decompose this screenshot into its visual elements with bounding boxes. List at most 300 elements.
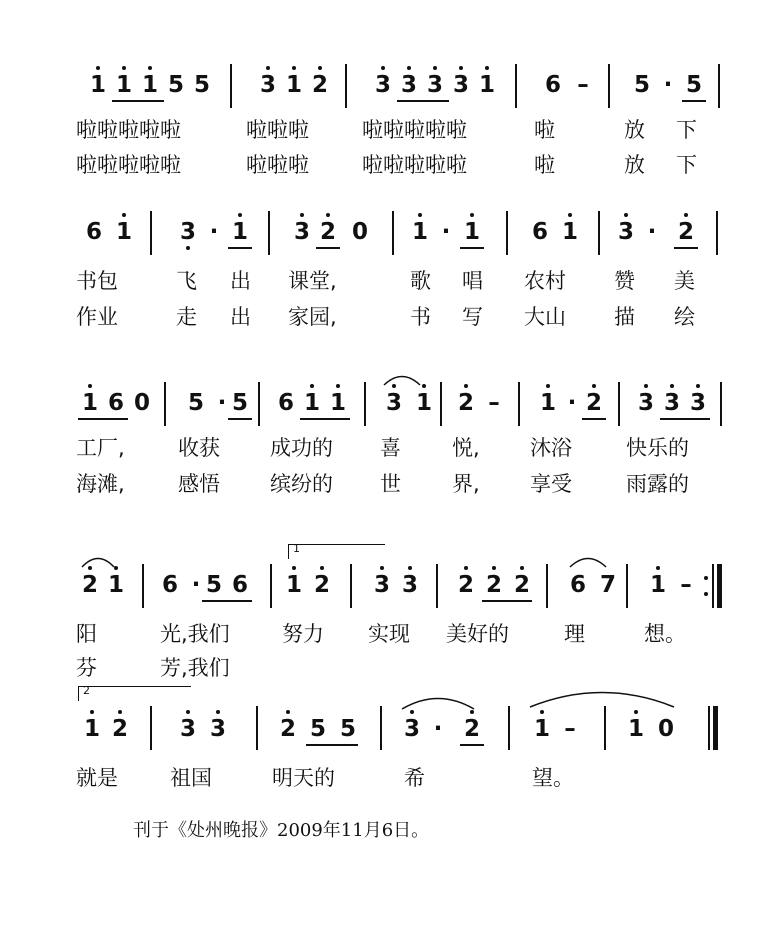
note-digit: 2 [463,716,480,742]
note-digit: 3 [293,219,310,245]
octave-dot-high [238,213,242,217]
note [372,574,392,597]
beam [674,247,698,249]
repeat-end-bar [717,564,722,608]
lyric: 放 [624,153,645,177]
lyric: 祖国 [170,766,212,790]
octave-dot-high [90,710,94,714]
note-digit: 2 [677,219,694,245]
lyric: 缤纷的 [270,472,333,496]
lyric: 界, [452,472,480,496]
publication-note: 刊于《处州晚报》2009年11月6日。 [133,820,430,841]
octave-dot-high [300,213,304,217]
octave-dot-high [320,566,324,570]
octave-dot-high [492,566,496,570]
note-digit: 2 [513,572,530,598]
lyric: 芳,我们 [160,656,230,680]
repeat-dot [704,576,708,580]
note [166,74,186,97]
lyric: 阳 [76,622,97,646]
note-digit: 1 [115,72,132,98]
note [543,74,563,97]
note [328,392,348,415]
note [292,221,312,244]
note-digit: 7 [599,572,616,598]
lyric: 赞 [614,269,635,293]
note [456,574,476,597]
lyric: 课堂, [288,269,337,293]
note [80,392,100,415]
octave-dot-high [624,213,628,217]
beam [228,418,252,420]
lyric: 飞 [176,269,197,293]
note [436,221,456,244]
lyric: 成功的 [270,436,333,460]
note [276,392,296,415]
octave-dot-high [568,213,572,217]
volta-label: 1 [293,542,300,555]
note-digit: 1 [478,72,495,98]
octave-dot-high [592,384,596,388]
note-digit: 2 [313,572,330,598]
barline [350,564,352,608]
note [106,574,126,597]
octave-dot-high [266,66,270,70]
lyric: 悦, [452,436,480,460]
beam [78,418,128,420]
octave-dot-high [670,384,674,388]
note-digit: 1 [81,390,98,416]
lyric: 啦啦啦 [246,153,309,177]
note-digit: 1 [89,72,106,98]
note [318,221,338,244]
lyric: 书 [410,305,431,329]
note [648,574,668,597]
octave-dot-high [186,710,190,714]
lyric: 书包 [76,269,118,293]
lyric: 芬 [76,656,97,680]
note-digit: 5 [685,72,702,98]
octave-dot-high [286,710,290,714]
octave-dot-high [459,66,463,70]
note-digit: 6 [231,572,248,598]
note [178,718,198,741]
note-digit: 1 [141,72,158,98]
note-digit: 3 [426,72,443,98]
note [658,74,678,97]
note-digit: 6 [85,219,102,245]
note-digit: 3 [452,72,469,98]
barline [515,64,517,108]
note-digit: 1 [285,72,302,98]
note [410,221,430,244]
note-digit: – [564,716,576,742]
note-digit: 6 [277,390,294,416]
lyric: 世 [380,472,401,496]
note-digit: 6 [531,219,548,245]
octave-dot-high [546,384,550,388]
note [532,718,552,741]
note-digit: – [577,72,589,98]
note [302,392,322,415]
octave-dot-high [656,566,660,570]
lyric: 走 [176,305,197,329]
barline [268,211,270,255]
note-digit: 2 [319,219,336,245]
note [402,718,422,741]
barline [716,211,718,255]
note-digit: 6 [161,572,178,598]
note [278,718,298,741]
barline [618,382,620,426]
note-digit: 2 [81,572,98,598]
lyric: 绘 [674,305,695,329]
lyric: 啦啦啦啦啦 [362,118,467,142]
note-digit: 2 [311,72,328,98]
note [662,392,682,415]
note-digit: 0 [133,390,150,416]
note-digit: 2 [585,390,602,416]
note-digit: · [663,72,673,98]
note [178,221,198,244]
lyric: 出 [230,305,251,329]
note [350,221,370,244]
note [160,574,180,597]
slur-arc [528,688,676,708]
octave-dot-high [470,710,474,714]
lyric: 明天的 [272,766,335,790]
note-digit: 3 [179,219,196,245]
note-digit: 1 [561,219,578,245]
octave-dot-high [292,566,296,570]
barline [256,706,258,750]
lyric: 雨露的 [626,472,689,496]
volta-label: 2 [83,684,90,697]
note-digit: 3 [400,72,417,98]
lyric: 海滩, [76,472,125,496]
note [688,392,708,415]
lyric: 想。 [644,622,686,646]
lyric: 望。 [532,766,574,790]
note-digit: 1 [329,390,346,416]
lyric: 啦啦啦啦啦 [362,153,467,177]
note-digit: 1 [649,572,666,598]
note-digit: 1 [411,219,428,245]
octave-dot-high [418,213,422,217]
lyric: 希 [404,766,425,790]
lyric: 享受 [530,472,572,496]
note [230,574,250,597]
note [560,718,580,741]
note-digit: · [647,219,657,245]
octave-dot-high [422,384,426,388]
lyric: 歌 [410,269,431,293]
note [106,392,126,415]
note-digit: 5 [187,390,204,416]
note [414,392,434,415]
note [538,392,558,415]
lyric: 光,我们 [160,622,230,646]
note-digit: 2 [279,716,296,742]
lyric: 农村 [524,269,566,293]
lyric: 喜 [380,436,401,460]
barline [506,211,508,255]
octave-dot-high [292,66,296,70]
tie-arc [80,554,116,568]
note-digit: 6 [544,72,561,98]
barline [270,564,272,608]
note-digit: 2 [111,716,128,742]
octave-dot-high [644,384,648,388]
note [462,718,482,741]
note [636,392,656,415]
barline [604,706,606,750]
note-digit: 5 [193,72,210,98]
octave-dot-high [318,66,322,70]
beam [682,100,706,102]
note [477,74,497,97]
note-digit: 3 [689,390,706,416]
note [192,74,212,97]
note-digit: 1 [415,390,432,416]
barline [708,706,710,750]
note [584,392,604,415]
beam [460,744,484,746]
octave-dot-high [96,66,100,70]
barline [720,382,722,426]
octave-dot-high [380,566,384,570]
barline [364,382,366,426]
note-digit: 6 [107,390,124,416]
beam [228,247,252,249]
note [186,392,206,415]
note [84,221,104,244]
barline [436,564,438,608]
beam [202,600,252,602]
note [208,718,228,741]
lyric: 收获 [178,436,220,460]
note [140,74,160,97]
lyric: 啦啦啦 [246,118,309,142]
note [384,392,404,415]
lyric: 就是 [76,766,118,790]
note-digit: 3 [617,219,634,245]
slur-arc [400,694,476,710]
note-digit: 3 [637,390,654,416]
lyric: 下 [676,118,697,142]
note-digit: – [680,572,692,598]
note-digit: 1 [231,219,248,245]
note [560,221,580,244]
note [399,74,419,97]
note-digit: 1 [107,572,124,598]
note [462,221,482,244]
note-digit: 3 [663,390,680,416]
note [573,74,593,97]
note [310,74,330,97]
note [204,574,224,597]
octave-dot-high [216,710,220,714]
octave-dot-high [122,213,126,217]
note [598,574,618,597]
octave-dot-high [470,213,474,217]
lyric: 家园, [288,305,337,329]
note [632,74,652,97]
note [676,221,696,244]
octave-dot-high [410,710,414,714]
octave-dot-high [540,710,544,714]
beam [306,744,358,746]
barline [380,706,382,750]
note [230,221,250,244]
note [312,574,332,597]
note-digit: 5 [309,716,326,742]
lyric: 努力 [282,622,324,646]
note-digit: 3 [259,72,276,98]
note [110,718,130,741]
note [373,74,393,97]
note-digit: – [488,390,500,416]
octave-dot-high [634,710,638,714]
note-digit: 5 [205,572,222,598]
lyric: 作业 [76,305,118,329]
barline [712,564,714,608]
lyric: 啦啦啦啦啦 [76,118,181,142]
barline [718,64,720,108]
note [456,392,476,415]
note [484,392,504,415]
note-digit: 2 [457,572,474,598]
note [656,718,676,741]
note [530,221,550,244]
note [132,392,152,415]
note-digit: · [209,219,219,245]
lyric: 下 [676,153,697,177]
beam [460,247,484,249]
note-digit: 3 [373,572,390,598]
note [88,74,108,97]
note [284,74,304,97]
note-digit: 1 [285,572,302,598]
note-digit: 0 [351,219,368,245]
note-digit: 1 [115,219,132,245]
lyric: 快乐的 [626,436,689,460]
lyric: 写 [462,305,483,329]
note [338,718,358,741]
note [616,221,636,244]
note [451,74,471,97]
octave-dot-high [407,66,411,70]
octave-dot-high [148,66,152,70]
note [230,392,250,415]
note [626,718,646,741]
octave-dot-high [118,710,122,714]
note [684,74,704,97]
beam [112,100,164,102]
note [80,574,100,597]
note [568,574,588,597]
lyric: 大山 [524,305,566,329]
note-digit: 5 [231,390,248,416]
barline [345,64,347,108]
barline [440,382,442,426]
octave-dot-high [88,384,92,388]
note-digit: 3 [179,716,196,742]
barline [150,706,152,750]
barline [508,706,510,750]
barline [392,211,394,255]
octave-dot-high [520,566,524,570]
octave-dot-high [408,566,412,570]
second-ending-bracket [78,686,191,701]
lyric: 感悟 [178,472,220,496]
note-digit: 5 [633,72,650,98]
note [114,221,134,244]
note-digit: 1 [627,716,644,742]
note [562,392,582,415]
barline [230,64,232,108]
note-digit: 1 [539,390,556,416]
barline [518,382,520,426]
octave-dot-high [310,384,314,388]
barline [608,64,610,108]
note [400,574,420,597]
tie-arc [382,372,422,386]
beam [482,600,532,602]
note [512,574,532,597]
note-digit: 5 [167,72,184,98]
note-digit: 3 [403,716,420,742]
beam [582,418,606,420]
lyric: 啦 [534,153,555,177]
octave-dot-high [464,384,468,388]
barline [142,564,144,608]
note-digit: 5 [339,716,356,742]
final-bar [713,706,718,750]
octave-dot-high [381,66,385,70]
note-digit: 3 [385,390,402,416]
note-digit: 0 [657,716,674,742]
lyric: 美 [674,269,695,293]
note [484,574,504,597]
lyric: 美好的 [446,622,509,646]
lyric: 实现 [368,622,410,646]
note-digit: 2 [457,390,474,416]
note-digit: 1 [463,219,480,245]
note-digit: · [217,390,227,416]
note-digit: 2 [485,572,502,598]
note [258,74,278,97]
lyric: 啦啦啦啦啦 [76,153,181,177]
beam [660,418,710,420]
barline [626,564,628,608]
note [425,74,445,97]
octave-dot-low [186,246,190,250]
octave-dot-high [485,66,489,70]
tie-arc [568,554,608,568]
barline [598,211,600,255]
note-digit: 1 [83,716,100,742]
note [642,221,662,244]
barline [546,564,548,608]
note [186,574,206,597]
note [114,74,134,97]
barline [258,382,260,426]
note-digit: 3 [401,572,418,598]
beam [316,247,340,249]
note-digit: · [441,219,451,245]
note [428,718,448,741]
